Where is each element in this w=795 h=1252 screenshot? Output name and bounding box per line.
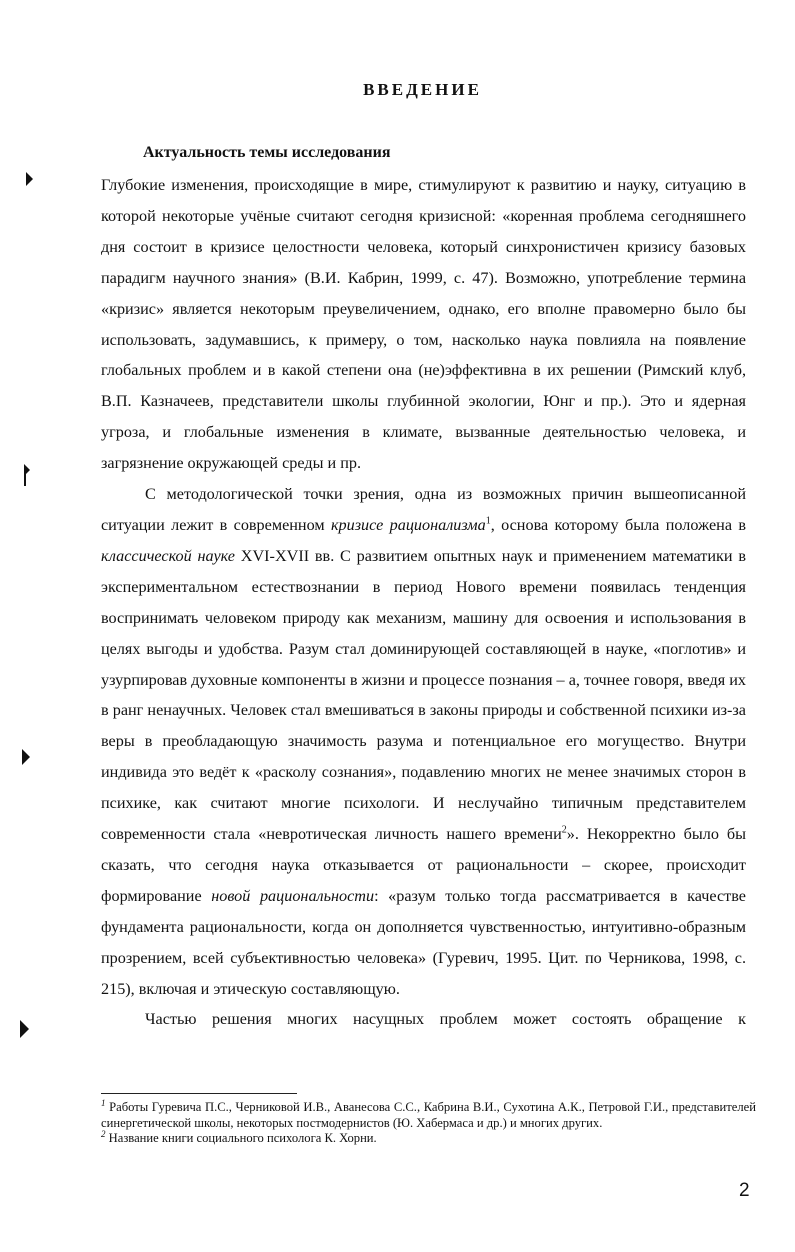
section-subheading: Актуальность темы исследования [143,144,391,161]
emphasis-classical-science: классической науке [101,546,235,565]
paragraph-2-text: XVI-XVII вв. С развитием опытных наук и применением математики в экспериментальном естествознании в период Нового времени появилась тенденция воспринимать человеком природу как механизм, машину для освоения и использования в целях выгоды и удобства. Разум стал доминирующей составляющей в науке, «поглотив» и узурпировав духовные компоненты в жизни и процессе познания – а, точнее говоря, введя их в ранг ненаучных. Человек стал вмешиваться в законы природы и собственной психики из-за веры в преобладающую значимость разума и потенциальное его могущество. Внутри индивида это ведёт к «расколу сознания», подавлению многих не менее значимых сторон в психике, как считают многие психологи. И неслучайно типичным представителем современности стала «невротическая личность нашего времени [101,546,746,844]
footnote-1 [101,1097,756,1131]
paragraph-2-text: : «разум только тогда рассматривается в качестве фундамента рациональности, когда он дополняется чувственностью, интуитивно-образным прозрением, всей субъективностью человека» (Гуревич, 1995. Цит. по Черникова, 1998, с. 215), включая и этическую составляющую. [101,886,746,998]
paragraph-2 [101,479,746,1004]
scan-margin-mark [20,1020,29,1038]
footnote-divider [101,1093,297,1094]
scan-margin-mark [22,749,30,765]
footnote-mark: 1 [101,1097,106,1108]
emphasis-new-rationality: новой рациональности [211,886,375,905]
body-text [101,170,746,1035]
scan-margin-mark [26,172,33,186]
footnote-text: Название книги социального психолога К. Хорни. [105,1131,377,1145]
footnote-2 [101,1128,756,1147]
footnote-mark: 2 [101,1128,106,1139]
paragraph-3: Частью решения многих насущных проблем может состоять обращение к [145,1010,746,1029]
footnotes [101,1097,756,1147]
paragraph-1: Глубокие изменения, происходящие в мире, стимулируют к развитию и науку, ситуацию в которой некоторые учёные считают сегодня кризисной: «коренная проблема сегодняшнего дня состоит в кризисе целостности человека, который синхронистичен кризису базовых парадигм научного знания» (В.И. Кабрин, 1999, с. 47). Возможно, употребление термина «кризис» является некоторым преувеличением, однако, его вполне правомерно было бы использовать, задумавшись, к примеру, о том, насколько наука повлияла на появление глобальных проблем и в какой степени она (не)эффективна в их решении (Римский клуб, В.П. Казначеев, представители школы глубинной экологии, Юнг и пр.). Это и ядерная угроза, и глобальные изменения в климате, вызванные деятельностью человека, и загрязнение окружающей среды и пр. [101,176,746,473]
footnote-ref-1: 1 [485,515,491,527]
scan-margin-mark [24,474,26,486]
page-title: ВВЕДЕНИЕ [363,80,482,99]
paragraph-2-text: С методологической точки зрения, одна из возможных причин вышеописанной ситуации лежит в современном [101,485,746,534]
emphasis-crisis-rationalism: кризисе рационализма [330,515,486,534]
footnote-ref-2: 2 [561,824,567,836]
page-number: 2 [739,1180,750,1201]
paragraph-2-text: , основа которому была положена в [490,515,747,534]
paragraph-2-text: ». Некорректно было бы сказать, что сегодня наука отказывается от рациональности – скорее, происходит формирование [101,825,746,905]
footnote-text: Работы Гуревича П.С., Черниковой И.В., Аванесова С.С., Кабрина В.И., Сухотина А.К., Петровой Г.И., представителей синергетической школы, некоторых постмодернистов (Ю. Хабермаса и др.) и многих других. [101,1100,756,1130]
